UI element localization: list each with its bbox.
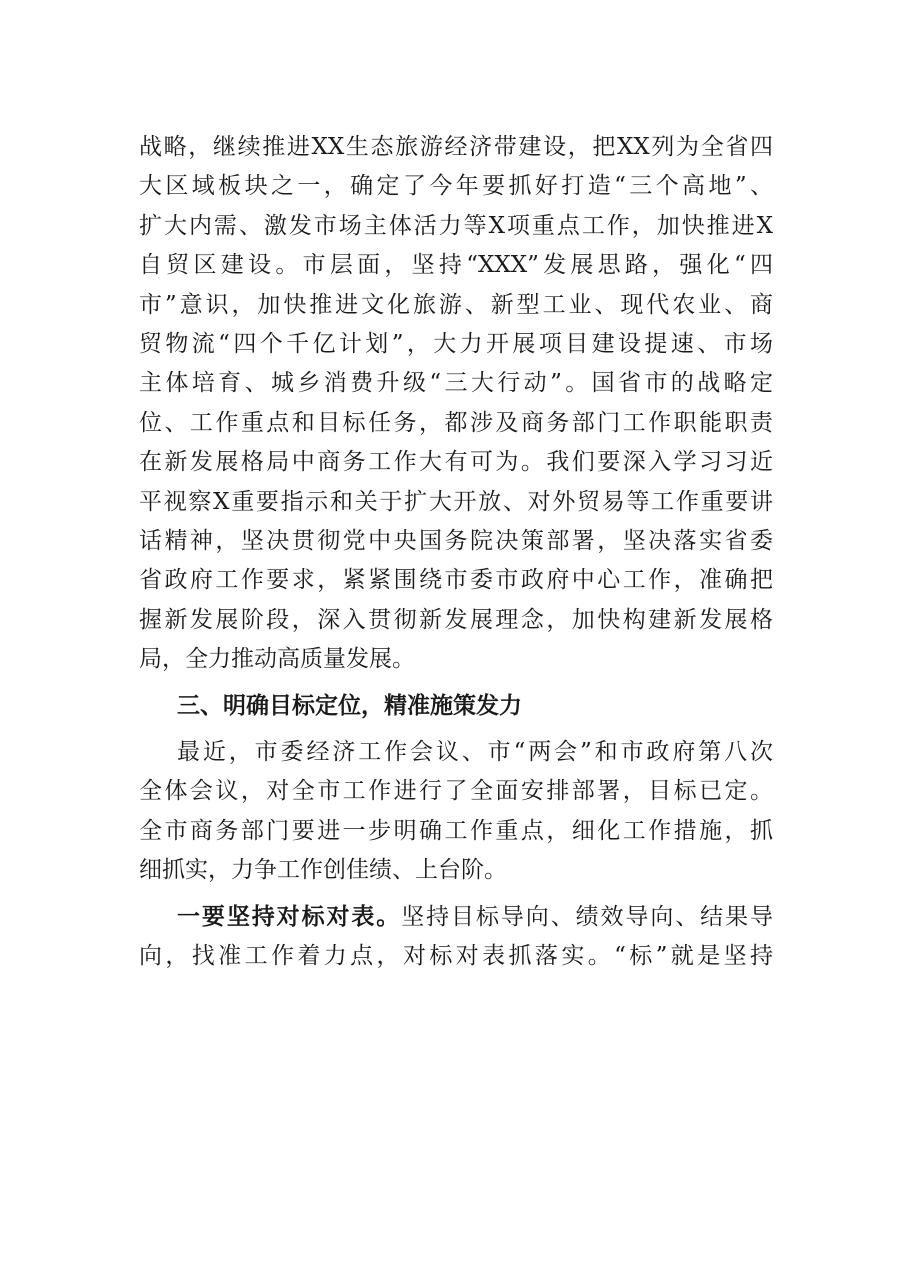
text-line: 主体培育、城乡消费升级“三大行动”。国省市的战略定 bbox=[139, 370, 773, 397]
paragraph-gap bbox=[139, 890, 773, 897]
text-line: 省政府工作要求，紧紧围绕市委市政府中心工作，准确把 bbox=[139, 567, 773, 594]
paragraph-gap bbox=[139, 679, 773, 686]
text-line: 扩大内需、激发市场主体活力等X项重点工作，加快推进X bbox=[139, 212, 773, 239]
text-line bbox=[139, 897, 773, 936]
line-rest: 坚持目标导向、绩效导向、结果导 bbox=[401, 904, 774, 931]
section-heading: 三、明确目标定位，精准施策发力 bbox=[177, 692, 522, 720]
bold-lead: 一要坚持对标对表。 bbox=[177, 903, 402, 931]
text-line: 位、工作重点和目标任务，都涉及商务部门工作职能职责 bbox=[139, 409, 773, 436]
text-line: 战略，继续推进XX生态旅游经济带建设，把XX列为全省四 bbox=[139, 134, 773, 160]
paragraph-goals bbox=[139, 733, 773, 891]
text-line: 最近，市委经济工作会议、市“两会”和市政府第八次 bbox=[177, 738, 773, 765]
text-line: 在新发展格局中商务工作大有可为。我们要深入学习习近 bbox=[139, 449, 773, 476]
text-line: 自贸区建设。市层面，坚持“XXX”发展思路，强化“四 bbox=[139, 252, 773, 279]
text-line: 全市商务部门要进一步明确工作重点，细化工作措施，抓 bbox=[139, 817, 773, 844]
text-line: 大区域板块之一，确定了今年要抓好打造“三个高地”、 bbox=[139, 173, 773, 200]
text-line: 话精神，坚决贯彻党中央国务院决策部署，坚决落实省委 bbox=[139, 527, 773, 554]
text-line: 向，找准工作着力点，对标对表抓落实。“标”就是坚持 bbox=[139, 942, 773, 969]
text-line: 全体会议，对全市工作进行了全面安排部署，目标已定。 bbox=[139, 778, 773, 805]
paragraph-benchmark bbox=[139, 897, 773, 976]
text-line: 市”意识，加快推进文化旅游、新型工业、现代农业、商 bbox=[139, 291, 773, 318]
text-line: 局，全力推动高质量发展。 bbox=[139, 646, 415, 673]
text-line: 平视察X重要指示和关于扩大开放、对外贸易等工作重要讲 bbox=[139, 488, 773, 515]
paragraph-gap bbox=[139, 726, 773, 733]
document-body bbox=[139, 128, 773, 976]
text-line: 握新发展阶段，深入贯彻新发展理念，加快构建新发展格 bbox=[139, 606, 773, 633]
paragraph-strategy bbox=[139, 128, 773, 679]
text-line: 贸物流“四个千亿计划”，大力开展项目建设提速、市场 bbox=[139, 330, 773, 357]
text-line: 细抓实，力争工作创佳绩、上台阶。 bbox=[139, 857, 507, 884]
